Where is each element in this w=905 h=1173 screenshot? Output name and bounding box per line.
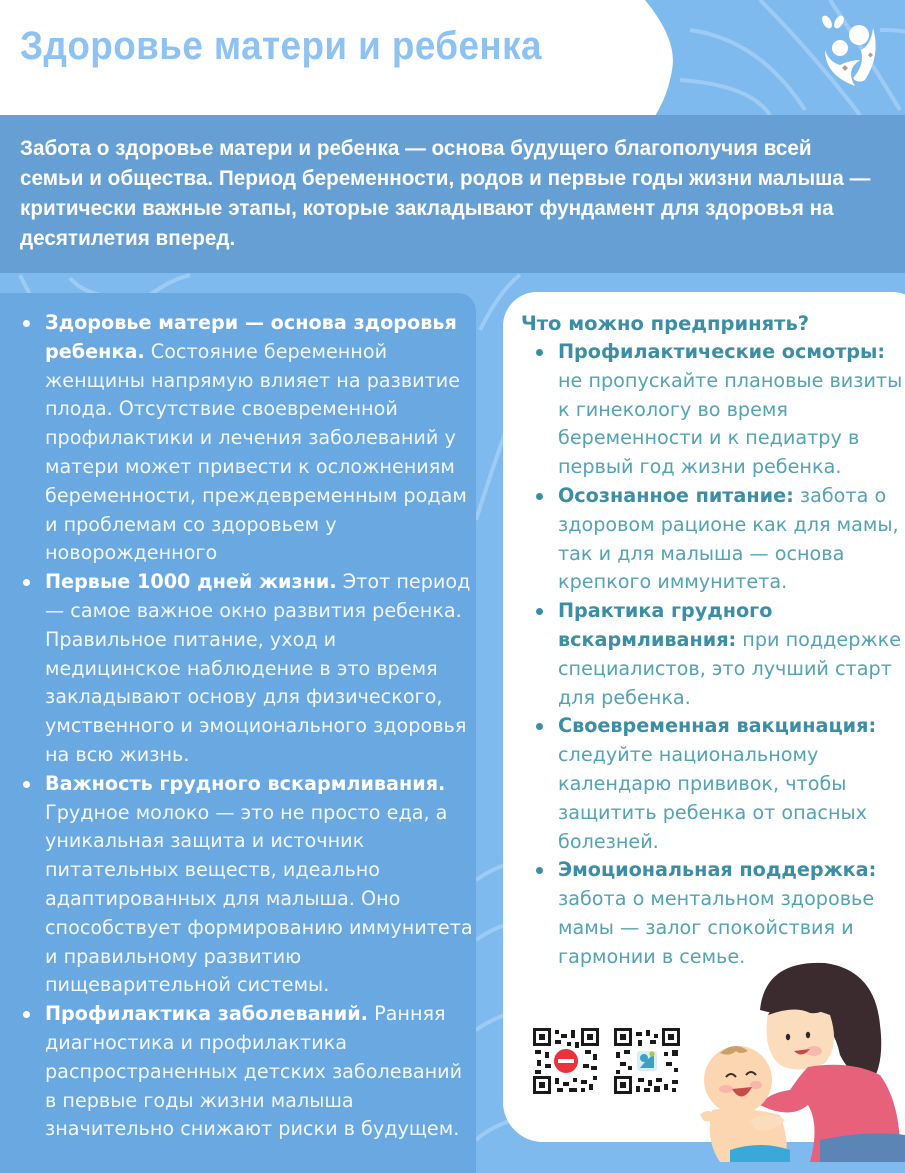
item-title: Практика грудного вскармливания: [558, 599, 773, 651]
item-text: забота о здоровом рационе как для мамы, так и для малыша — основа крепкого иммунитета. [558, 483, 899, 594]
list-item [20, 770, 475, 1000]
item-title: Здоровье матери — основа здоровья ребенка. [45, 311, 457, 363]
item-title: Профилактика заболеваний. [45, 1002, 368, 1026]
item-text: Ранняя диагностика и профилактика распространенных детских заболеваний в первые годы жизни малыша значительно снижают риски в будущем. [45, 1002, 463, 1141]
item-title: Осознанное питание: [558, 483, 794, 507]
list-item [20, 309, 475, 568]
item-title: Своевременная вакцинация: [558, 714, 877, 738]
page-title: Здоровье матери и ребенка [20, 24, 542, 68]
item-text: забота о ментальном здоровье мамы — залог спокойствия и гармонии в семье. [558, 887, 875, 968]
item-text: при поддержке специалистов, это лучший старт для ребенка. [558, 627, 902, 709]
list-item [20, 568, 475, 770]
mother-child-logo-icon [815, 10, 883, 88]
qr-code-icon[interactable] [533, 1028, 599, 1094]
bullet-icon [23, 1011, 30, 1018]
bullet-icon [536, 723, 543, 730]
list-item [534, 482, 904, 597]
list-item [20, 1000, 475, 1144]
item-title: Эмоциональная поддержка: [558, 858, 877, 882]
item-text: Грудное молоко — это не просто еда, а уникальная защита и источник питательных веществ, идеально адаптированных для малыша. Оно способствует формированию иммунитета и правильному развитию пищеварительной системы. [45, 800, 473, 997]
list-item [534, 597, 904, 712]
bullet-icon [536, 608, 543, 615]
bullet-icon [23, 320, 30, 327]
item-text: не пропускайте плановые визиты к гинекологу во время беременности и к педиатру в первый год жизни ребенка. [558, 368, 903, 479]
intro-banner [0, 115, 905, 273]
mother-baby-illustration [690, 955, 905, 1162]
list-item [534, 712, 904, 856]
item-title: Важность грудного вскармливания. [45, 771, 446, 795]
bullet-icon [23, 579, 30, 586]
item-title: Профилактические осмотры: [558, 340, 886, 363]
item-text: следуйте национальному календарю прививок, чтобы защитить ребенка от опасных болезней. [558, 743, 868, 853]
item-text: Состояние беременной женщины напрямую влияет на развитие плода. Отсутствие своевременной профилактики и лечения заболеваний у матери может привести к осложнениям беременности, преждевременным родам и проблемам со здоровьем у новорожденного [45, 339, 467, 565]
bullet-icon [536, 867, 543, 874]
list-item [534, 338, 904, 482]
qr-code-icon[interactable] [614, 1028, 680, 1094]
item-text: Этот период — самое важное окно развития ребенка. Правильное питание, уход и медицинское наблюдение в это время закладывают основу для физического, умственного и эмоционального здоровья на всю жизнь. [45, 570, 471, 766]
intro-text: Забота о здоровье матери и ребенка — основа будущего благополучия всей семьи и общества. Период беременности, родов и первые годы жизни малыша — критически важные этапы, которые закладывают фундамент для здоровья на десятилетия вперед. [20, 137, 871, 250]
bullet-icon [536, 493, 543, 500]
bullet-icon [23, 781, 30, 788]
bullet-icon [536, 349, 543, 356]
actions-list [534, 338, 904, 972]
facts-list [20, 309, 475, 1144]
actions-heading: Что можно предпринять? [521, 312, 810, 335]
item-title: Первые 1000 дней жизни. [45, 570, 337, 594]
